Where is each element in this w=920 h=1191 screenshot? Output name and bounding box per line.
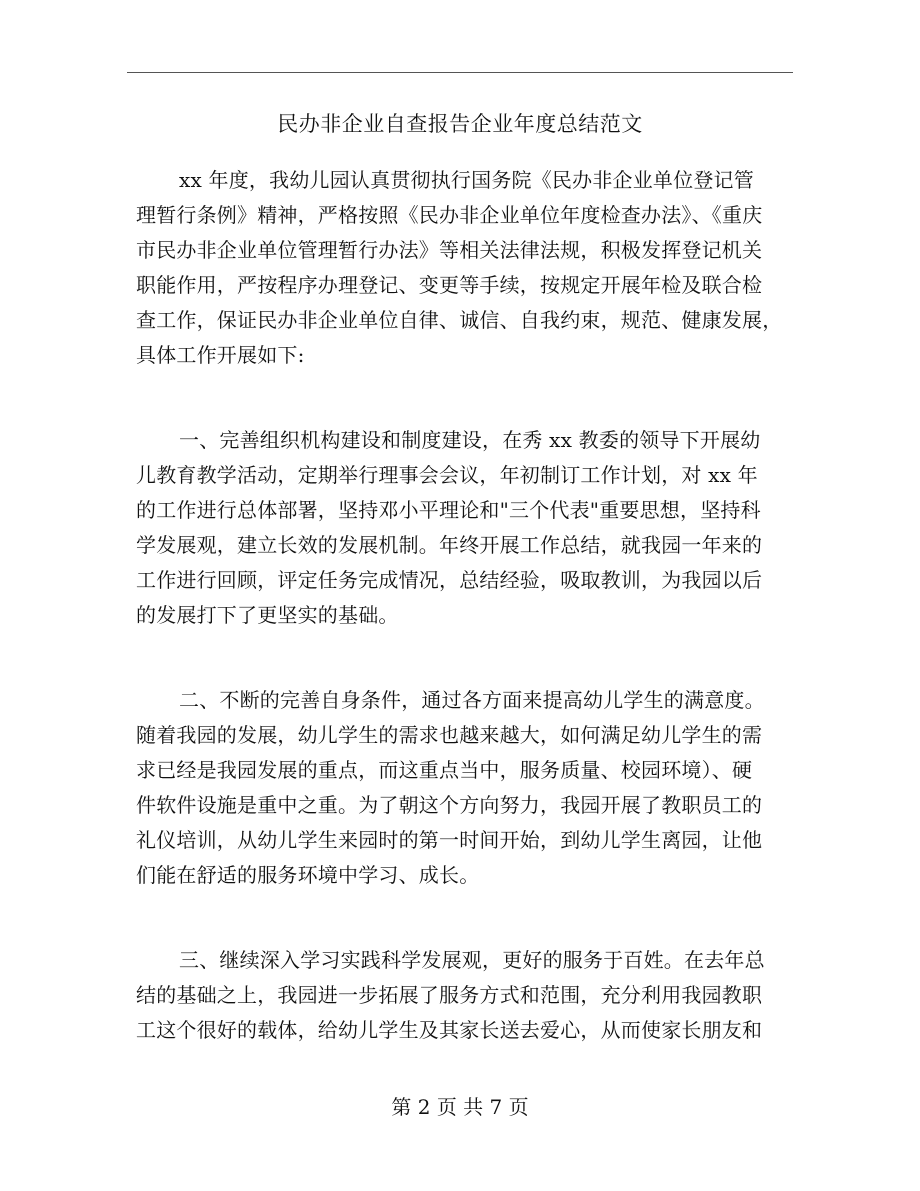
paragraph-section-1: [136, 423, 796, 633]
paragraph-line: 一、完善组织机构建设和制度建设，在秀 xx 教委的领导下开展幼: [179, 428, 761, 452]
paragraph-line: 礼仪培训，从幼儿学生来园时的第一时间开始，到幼儿学生离园，让他: [136, 828, 763, 852]
paragraph-line: 二、不断的完善自身条件，通过各方面来提高幼儿学生的满意度。: [179, 688, 765, 712]
paragraph-line: 结的基础之上，我园进一步拓展了服务方式和范围，充分利用我园教职: [136, 983, 763, 1007]
paragraph-line: 查工作，保证民办非企业单位自律、诚信、自我约束，规范、健康发展，: [136, 308, 783, 332]
paragraph-line: 求已经是我园发展的重点，而这重点当中，服务质量、校园环境）、硬: [136, 758, 753, 782]
paragraph-line: 市民办非企业单位管理暂行办法》等相关法律法规，积极发挥登记机关: [136, 238, 763, 262]
paragraph-section-3: [136, 943, 796, 1048]
paragraph-line: 件软件设施是重中之重。为了朝这个方向努力，我园开展了教职员工的: [136, 793, 763, 817]
paragraph-line: 学发展观，建立长效的发展机制。年终开展工作总结，就我园一年来的: [136, 533, 763, 557]
page-number-footer: 第 2 页 共 7 页: [391, 1095, 529, 1119]
paragraph-line: 随着我园的发展，幼儿学生的需求也越来越大，如何满足幼儿学生的需: [136, 723, 763, 747]
paragraph-line: 们能在舒适的服务环境中学习、成长。: [136, 863, 480, 887]
paragraph-line: 的工作进行总体部署，坚持邓小平理论和"三个代表"重要思想，坚持科: [136, 498, 761, 522]
paragraph-line: 的发展打下了更坚实的基础。: [136, 603, 399, 627]
paragraph-line: 具体工作开展如下:: [136, 343, 305, 367]
paragraph-line: 理暂行条例》精神，严格按照《民办非企业单位年度检查办法》、《重庆: [136, 203, 763, 227]
paragraph-section-2: [136, 683, 796, 893]
paragraph-intro: [136, 163, 796, 373]
paragraph-line: 工作进行回顾，评定任务完成情况，总结经验，吸取教训，为我园以后: [136, 568, 763, 592]
document-title: 民办非企业自查报告企业年度总结范文: [277, 112, 643, 136]
paragraph-line: xx 年度，我幼儿园认真贯彻执行国务院《民办非企业单位登记管: [179, 168, 754, 192]
paragraph-line: 儿教育教学活动，定期举行理事会会议，年初制订工作计划，对 xx 年: [136, 463, 758, 487]
paragraph-line: 工这个很好的载体，给幼儿学生及其家长送去爱心，从而使家长朋友和: [136, 1018, 763, 1042]
paragraph-line: 三、继续深入学习实践科学发展观，更好的服务于百姓。在去年总: [179, 948, 765, 972]
header-rule: [127, 72, 793, 73]
paragraph-line: 职能作用，严按程序办理登记、变更等手续，按规定开展年检及联合检: [136, 273, 763, 297]
